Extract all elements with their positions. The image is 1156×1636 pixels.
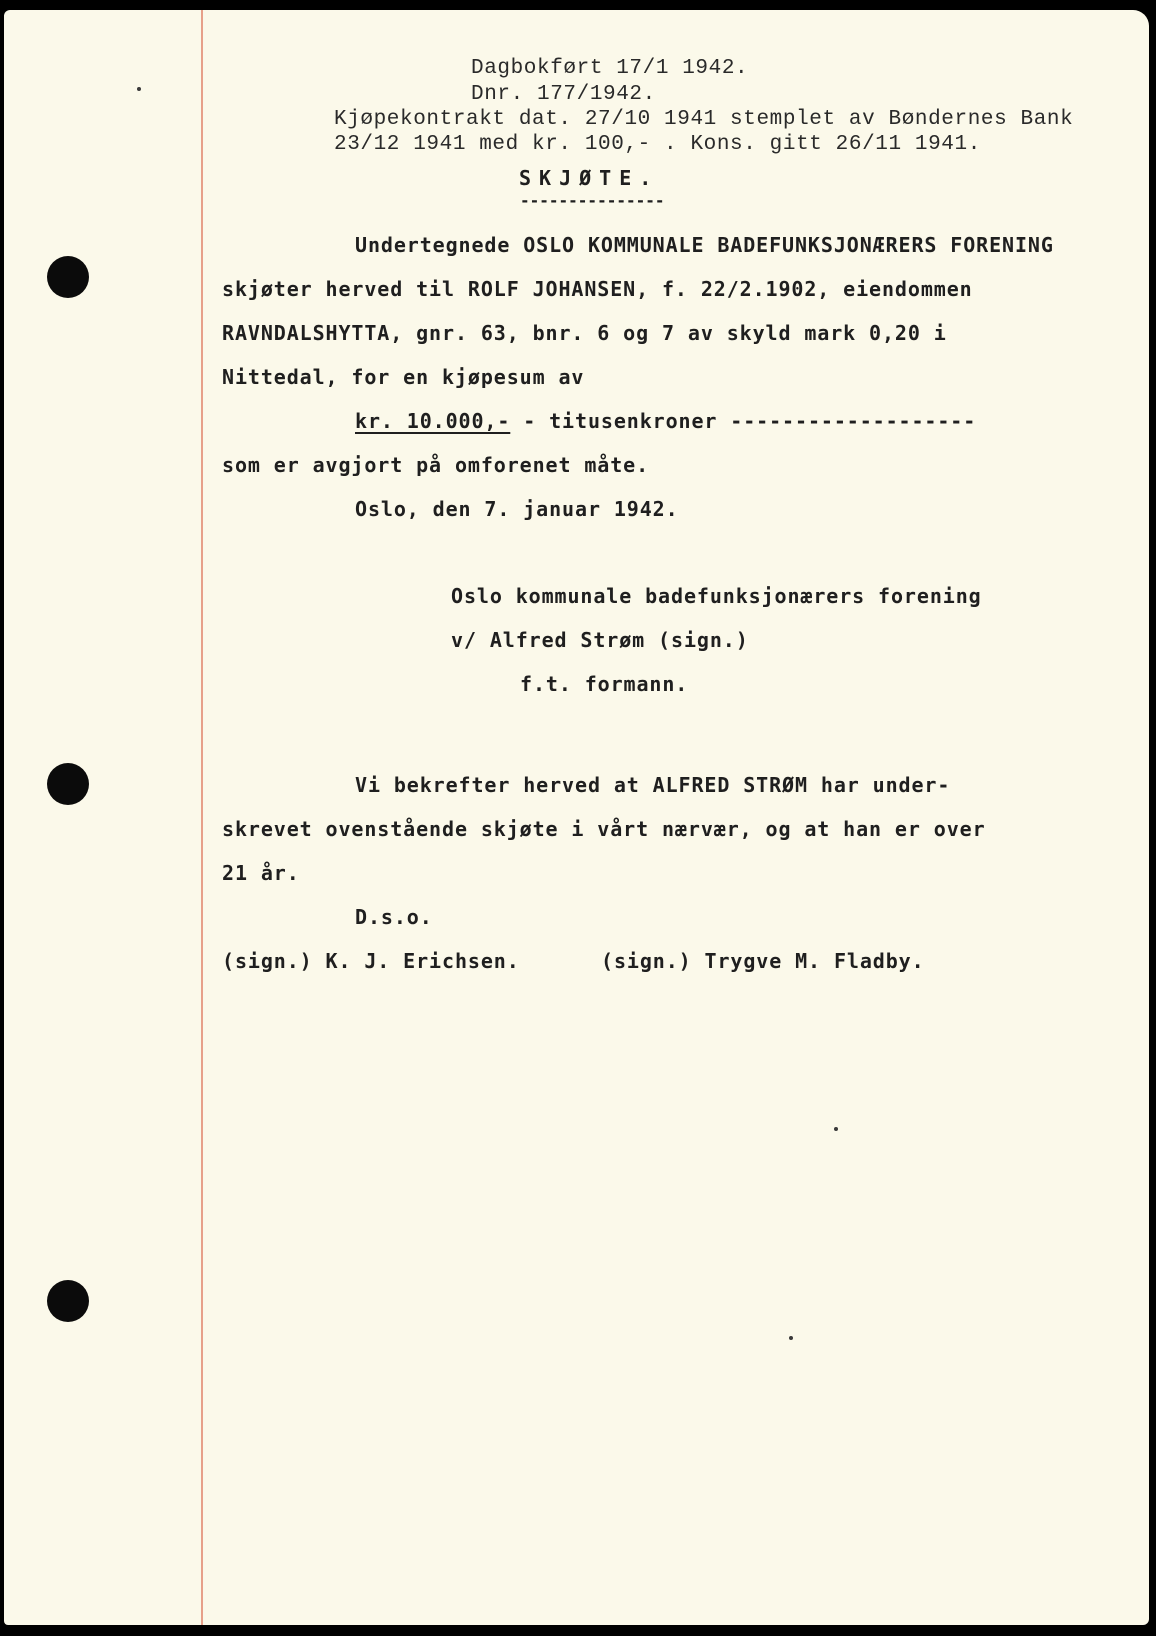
- margin-rule: [201, 10, 203, 1625]
- dso-line: D.s.o.: [355, 905, 433, 929]
- body-line-6: som er avgjort på omforenet måte.: [222, 453, 650, 477]
- purchase-amount-line: [355, 411, 976, 431]
- body-line-4: Nittedal, for en kjøpesum av: [222, 365, 585, 389]
- document-page: [4, 10, 1149, 1625]
- signatory-line: v/ Alfred Strøm (sign.): [451, 628, 749, 652]
- place-date-line: Oslo, den 7. januar 1942.: [355, 497, 679, 521]
- witness-line-1: Vi bekrefter herved at ALFRED STRØM har under-: [355, 773, 951, 797]
- document-title: SKJØTE.: [519, 166, 660, 190]
- signing-organization: Oslo kommunale badefunksjonærers forening: [451, 584, 982, 608]
- witness-signature-2: (sign.) Trygve M. Fladby.: [601, 949, 925, 973]
- ink-speck: [137, 87, 141, 91]
- witness-line-3: 21 år.: [222, 861, 300, 885]
- body-line-2: skjøter herved til ROLF JOHANSEN, f. 22/2.1902, eiendommen: [222, 277, 973, 301]
- punch-hole-middle: [47, 763, 89, 805]
- purchase-amount-words: - titusenkroner -------------------: [510, 409, 977, 433]
- body-line-1: Undertegnede OSLO KOMMUNALE BADEFUNKSJONÆRERS FORENING: [355, 233, 1054, 257]
- title-rule: ---------------: [520, 191, 665, 210]
- purchase-amount: kr. 10.000,-: [355, 409, 511, 433]
- body-line-3: RAVNDALSHYTTA, gnr. 63, bnr. 6 og 7 av skyld mark 0,20 i: [222, 321, 947, 345]
- header-registered-line: Dagbokført 17/1 1942.: [471, 57, 749, 80]
- witness-signature-1: (sign.) K. J. Erichsen.: [222, 949, 520, 973]
- punch-hole-bottom: [47, 1280, 89, 1322]
- signatory-role: f.t. formann.: [520, 672, 689, 696]
- header-stamp-line: 23/12 1941 med kr. 100,- . Kons. gitt 26/11 1941.: [334, 133, 981, 156]
- ink-speck: [834, 1127, 838, 1131]
- header-dnr-line: Dnr. 177/1942.: [471, 83, 656, 106]
- header-contract-line: Kjøpekontrakt dat. 27/10 1941 stemplet av Bøndernes Bank: [334, 108, 1074, 131]
- ink-speck: [789, 1336, 793, 1340]
- witness-line-2: skrevet ovenstående skjøte i vårt nærvær, og at han er over: [222, 817, 986, 841]
- punch-hole-top: [47, 256, 89, 298]
